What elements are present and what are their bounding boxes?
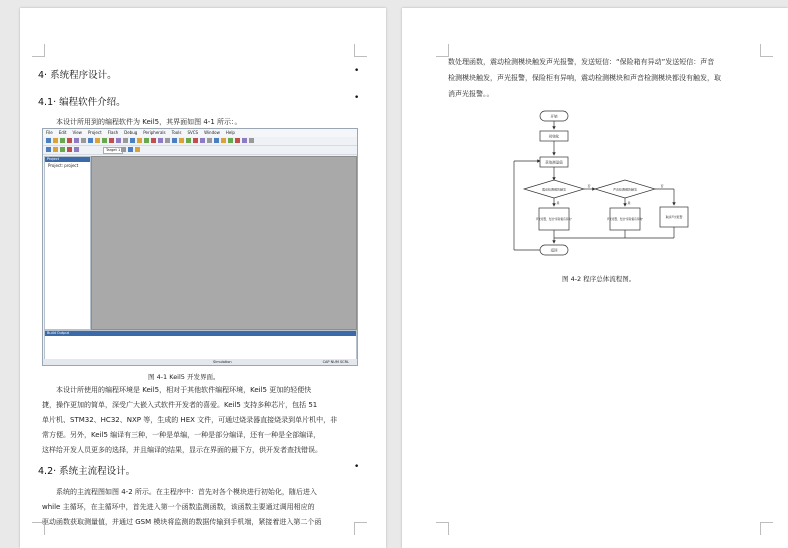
- heading-main-flow-design: 4.2· 系统主流程设计。: [38, 466, 136, 477]
- keil-toolbar-icon: [53, 138, 58, 143]
- paragraph-line: 本设计所使用的编程环境是 Keil5，相对于其他软件编程环境，Keil5 更加的轻便快: [56, 386, 312, 394]
- keil-toolbar-icon: [214, 138, 219, 143]
- keil-toolbar-icon: [207, 138, 212, 143]
- margin-corner-mark: [354, 44, 367, 57]
- keil-toolbar-icon: [221, 138, 226, 143]
- keil-menu-item: File: [46, 130, 53, 135]
- keil-toolbar-icon: [235, 138, 240, 143]
- keil-toolbar-icon: [116, 138, 121, 143]
- margin-corner-mark: [760, 522, 773, 535]
- paragraph-line: 检测模块触发，声光报警，保险柜有异响，震动检测模块和声音检测模块都没有触发，取: [448, 74, 721, 82]
- flowchart-action-cancel-label: 取消声光报警: [665, 215, 683, 219]
- margin-corner-mark: [436, 522, 449, 535]
- keil-status-simulation: Simulation: [213, 360, 232, 364]
- keil-menu-item: Peripherals: [143, 130, 166, 135]
- margin-corner-mark: [32, 44, 45, 57]
- keil-toolbar-icon: [130, 138, 135, 143]
- heading-system-program-design: 4· 系统程序设计。: [38, 70, 117, 81]
- keil-toolbar-icon: [88, 138, 93, 143]
- keil-target-select: Target 1: [103, 147, 123, 154]
- paragraph-line: 这样给开发人员更多的选择，并且编译的结果，显示在界面的最下方，供开发者查找错误。: [42, 446, 322, 454]
- flowchart-end-label: 返回: [550, 248, 558, 253]
- paragraph-line: 消声光报警。。: [448, 90, 494, 98]
- keil-build-output-panel: [44, 330, 357, 360]
- keil-build-output-title: Build Output: [45, 331, 356, 336]
- keil-toolbar-icon: [46, 138, 51, 143]
- keil-toolbar-icon: [60, 147, 65, 152]
- keil-toolbar-icon: [67, 147, 72, 152]
- document-page-left: [20, 8, 386, 548]
- flowchart-no-label: 否: [660, 184, 664, 188]
- keil-toolbar-icon: [102, 138, 107, 143]
- keil-toolbar-icon: [74, 147, 79, 152]
- paragraph-line: 捷，操作更加的简单，深受广大嵌入式软件开发者的喜爱。Keil5 支持多种芯片，包括 51: [42, 401, 318, 409]
- paragraph-line: 单片机、STM32、HC32、NXP 等，生成的 HEX 文件，可通过烧录器直接烧录到单片机中，非: [42, 416, 338, 424]
- keil-toolbar-icon: [109, 138, 114, 143]
- keil-toolbar-icon: [74, 138, 79, 143]
- keil-menu-item: Tools: [171, 130, 182, 135]
- keil-project-panel-title: Project: [45, 157, 90, 162]
- keil-toolbar-icon: [81, 138, 86, 143]
- heading-software-intro: 4.1· 编程软件介绍。: [38, 97, 126, 108]
- flowchart-start-label: 开始: [550, 114, 558, 119]
- keil-menu-item: Window: [204, 130, 220, 135]
- keil-toolbar-icon: [121, 147, 126, 152]
- keil-status-bar: [43, 359, 357, 365]
- paragraph-line: while 主循环，在主循环中，首先进入第一个函数监测函数，该函数主要通过调用相应的: [42, 503, 315, 511]
- keil-menu-bar: [43, 129, 357, 137]
- keil-project-item: Project: project: [48, 163, 79, 168]
- keil-toolbar-icon: [53, 147, 58, 152]
- keil-toolbar-icon: [60, 138, 65, 143]
- figure-4-1-caption: 图 4-1 Keil5 开发界面。: [148, 373, 220, 381]
- keil-toolbar-icon: [158, 138, 163, 143]
- intro-paragraph: 本设计所用到的编程软件为 Keil5，其界面如图 4-1 所示：。: [56, 118, 242, 126]
- keil-toolbar-icon: [137, 138, 142, 143]
- keil-menu-item: Help: [225, 130, 235, 135]
- keil-project-panel: [44, 156, 91, 330]
- paragraph-mark: •: [354, 93, 360, 103]
- keil-toolbar-icon: [123, 138, 128, 143]
- keil-toolbar-2: [43, 146, 357, 155]
- keil-toolbar-icon: [193, 138, 198, 143]
- keil-toolbar-icon: [151, 138, 156, 143]
- flowchart-measure-label: 获取测量值: [545, 160, 563, 165]
- keil-toolbar-icon: [144, 138, 149, 143]
- keil-menu-item: Debug: [124, 130, 138, 135]
- keil-menu-item: View: [72, 130, 82, 135]
- flowchart-init-label: 初始化: [548, 134, 560, 139]
- keil-menu-item: SVCS: [187, 130, 199, 135]
- keil-toolbar-icon: [135, 147, 140, 152]
- keil-toolbar-icon: [172, 138, 177, 143]
- paragraph-line: 驱动函数获取测量值，并通过 GSM 模块将监测的数据传输到手机端，紧接着进入第二个函: [42, 518, 322, 526]
- keil-menu-item: Flash: [107, 130, 119, 135]
- flowchart-decision-vibration-label: 震动检测模块触发: [541, 187, 567, 192]
- paragraph-mark: •: [354, 66, 360, 76]
- paragraph-mark: •: [354, 462, 360, 472]
- keil-toolbar-icon: [242, 138, 247, 143]
- figure-4-2-caption: 图 4-2 程序总体流程图。: [562, 275, 636, 283]
- keil-toolbar-icon: [95, 138, 100, 143]
- flowchart-no-label: 否: [587, 184, 591, 188]
- keil-toolbar-1: [43, 137, 357, 146]
- keil-editor-area: [91, 156, 357, 330]
- keil-toolbar-icon: [67, 138, 72, 143]
- flowchart-action-sound-label: 声光报警，发送“保险箱有异响”: [606, 218, 644, 221]
- flowchart-yes-label: 是: [556, 201, 560, 205]
- keil-toolbar-icon: [46, 147, 51, 152]
- document-page-right: [402, 8, 788, 548]
- margin-corner-mark: [32, 522, 45, 535]
- keil-toolbar-icon: [228, 138, 233, 143]
- keil-menu-item: Project: [87, 130, 102, 135]
- keil-toolbar-icon: [128, 147, 133, 152]
- margin-corner-mark: [760, 44, 773, 57]
- paragraph-line: 常方便。另外，Keil5 编译有三种，一种是单编，一种是部分编译，还有一种是全部编译，: [42, 431, 321, 439]
- flowchart-decision-sound-label: 声音检测模块触发: [612, 187, 638, 192]
- keil-menu-item: Edit: [58, 130, 67, 135]
- paragraph-line: 数处理函数，震动检测模块触发声光报警，发送短信：“保险箱有异动”发送短信：声音: [448, 58, 715, 66]
- margin-corner-mark: [354, 522, 367, 535]
- keil-status-keys: CAP NUM SCRL: [322, 360, 349, 364]
- keil5-screenshot: [42, 128, 358, 366]
- flowchart-action-vibration-label: 声光报警，发送“保险箱有异动”: [535, 218, 573, 221]
- paragraph-line: 系统的主流程图如图 4-2 所示。在主程序中：首先对各个模块进行初始化，随后进入: [56, 488, 317, 496]
- keil-toolbar-icon: [165, 138, 170, 143]
- keil-toolbar-icon: [249, 138, 254, 143]
- program-flowchart: [512, 108, 702, 263]
- keil-toolbar-icon: [186, 138, 191, 143]
- keil-toolbar-icon: [200, 138, 205, 143]
- keil-toolbar-icon: [179, 138, 184, 143]
- flowchart-yes-label: 是: [627, 201, 631, 205]
